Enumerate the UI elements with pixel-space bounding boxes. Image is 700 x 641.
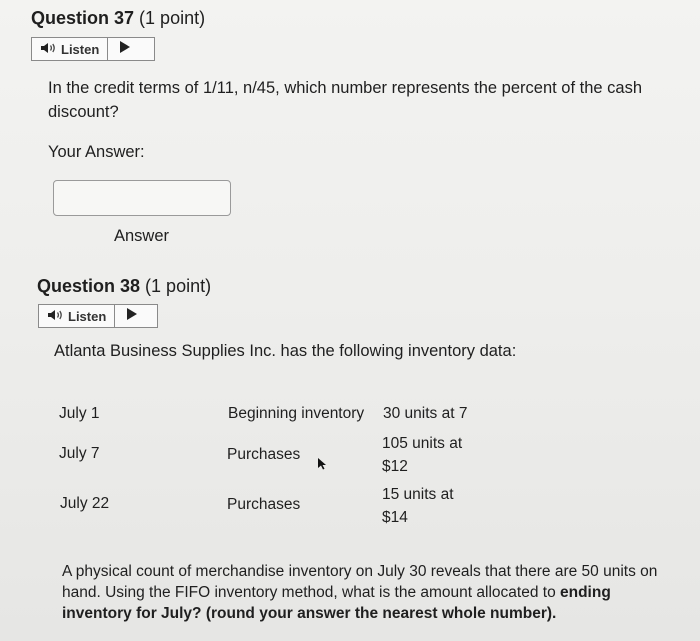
paragraph-bold-text: ending inventory for July? (round your answer the nearest whole number).	[62, 584, 611, 622]
question-points: (1 point)	[139, 8, 206, 28]
play-button[interactable]	[108, 38, 142, 60]
row-type: Purchases	[227, 446, 301, 463]
row-detail: 30 units at 7	[383, 405, 468, 422]
question-number: Question 38	[37, 276, 141, 296]
listen-button[interactable]	[39, 305, 115, 327]
cursor-icon	[318, 457, 328, 475]
speaker-icon	[40, 42, 57, 57]
your-answer-label: Your Answer:	[48, 143, 145, 161]
play-icon	[127, 307, 137, 325]
listen-label: Listen	[61, 41, 100, 57]
answer-input[interactable]	[53, 180, 231, 216]
speaker-icon	[47, 309, 64, 324]
listen-button[interactable]	[32, 38, 108, 60]
listen-label: Listen	[68, 308, 107, 324]
answer-field-label: Answer	[114, 227, 170, 245]
row-detail-line2: $14	[382, 509, 408, 526]
play-button[interactable]	[115, 305, 149, 327]
inventory-intro: Atlanta Business Supplies Inc. has the following inventory data:	[54, 342, 517, 360]
row-date: July 22	[60, 495, 110, 512]
paragraph-text: A physical count of merchandise inventory on July 30 reveals that there are 50 units on hand. Using the FIFO inventory method, what is the amount allocated to	[62, 563, 658, 601]
row-detail: 105 units at	[382, 435, 463, 452]
row-type: Purchases	[227, 496, 301, 513]
row-detail-line2: $12	[382, 458, 408, 475]
row-date: July 1	[59, 405, 100, 422]
listen-widget	[31, 37, 155, 61]
question-text: In the credit terms of 1/11, n/45, which number represents the percent of the cash discount?	[48, 79, 643, 121]
question-37-heading	[31, 8, 205, 29]
play-icon	[120, 40, 130, 58]
row-detail: 15 units at	[382, 486, 454, 503]
question-paragraph	[62, 561, 662, 624]
row-type: Beginning inventory	[228, 405, 365, 422]
question-38-heading	[37, 276, 211, 297]
question-number: Question 37	[31, 8, 135, 28]
question-points: (1 point)	[145, 276, 212, 296]
row-date: July 7	[59, 445, 100, 462]
listen-widget	[38, 304, 158, 328]
